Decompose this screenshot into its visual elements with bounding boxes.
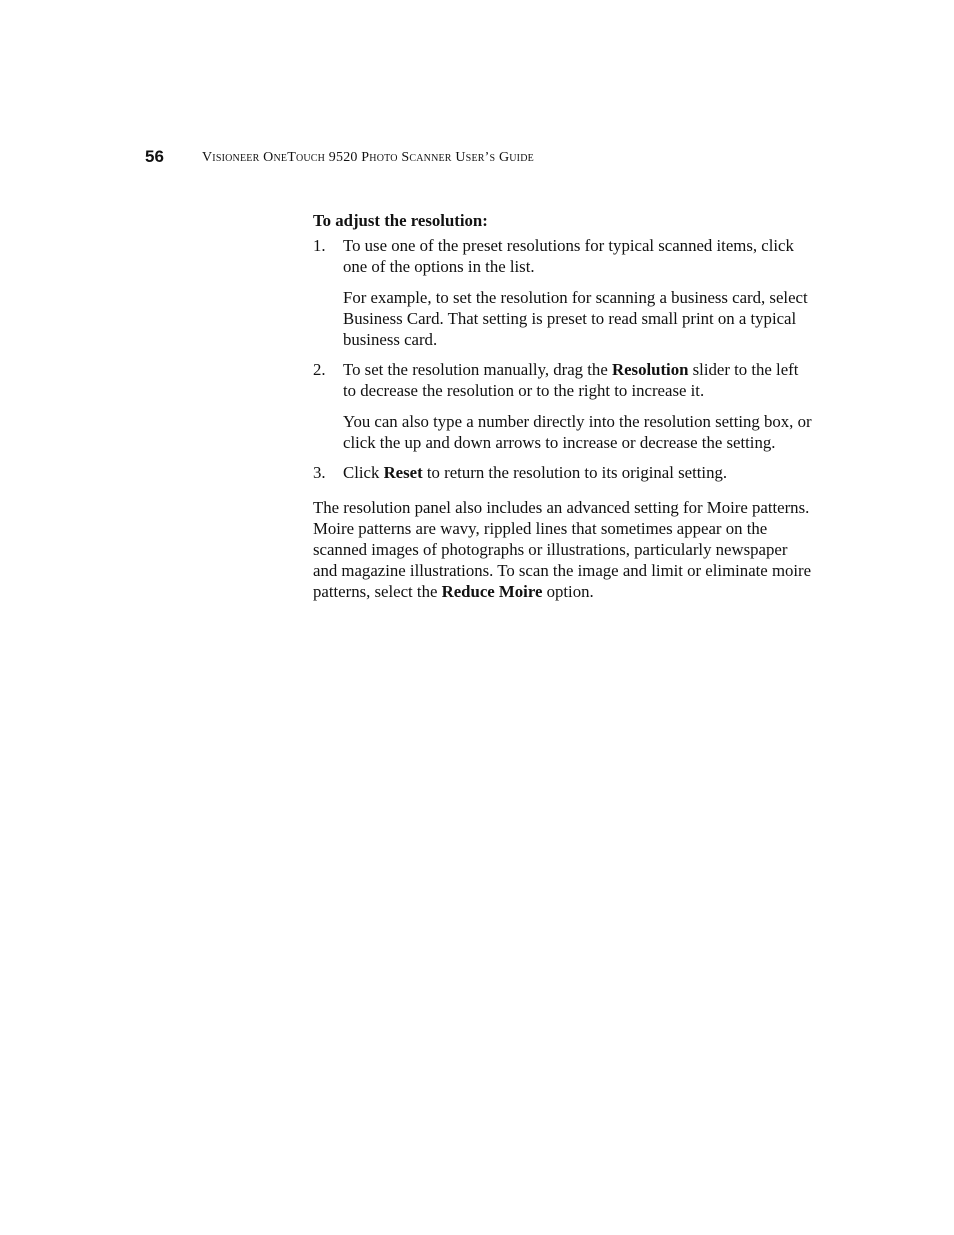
closing-text-before: The resolution panel also includes an advanced setting for Moire patterns. Moire patterns are wavy, rippled lines that sometimes appear on the scanned images of photographs or illustrations, particularly newspaper and magazine illustrations. To scan the image and limit or eliminate moire patterns, select the xyxy=(313,498,812,601)
step-1 xyxy=(313,235,813,350)
step-text-before: Click xyxy=(343,463,384,482)
step-text xyxy=(343,462,813,483)
step-text-after: slider to the left to decrease the resolution or to the right to increase it. xyxy=(343,360,799,400)
ui-term-resolution: Resolution xyxy=(611,360,689,379)
closing-text-after: option. xyxy=(542,582,594,601)
step-number: 1. xyxy=(313,236,326,255)
ui-term-reset: Reset xyxy=(383,463,423,482)
step-text-before: To set the resolution manually, drag the xyxy=(343,360,612,379)
ui-term-reduce-moire: Reduce Moire xyxy=(441,582,543,601)
step-3 xyxy=(313,462,813,483)
running-title: Visioneer OneTouch 9520 Photo Scanner User’s Guide xyxy=(202,150,534,165)
step-text: To use one of the preset resolutions for typical scanned items, click one of the options in the list. xyxy=(343,236,794,276)
step-follow-up: For example, to set the resolution for scanning a business card, select Business Card. That setting is preset to read small print on a typical business card. xyxy=(343,288,808,349)
step-number: 2. xyxy=(313,360,326,379)
page-number: 56 xyxy=(145,147,164,166)
main-content xyxy=(313,210,813,602)
procedure-heading: To adjust the resolution: xyxy=(313,211,488,230)
step-text-after: to return the resolution to its original setting. xyxy=(422,463,728,482)
step-number: 3. xyxy=(313,463,326,482)
closing-paragraph xyxy=(313,497,813,602)
step-text xyxy=(343,359,813,401)
step-follow-up: You can also type a number directly into the resolution setting box, or click the up and down arrows to increase or decrease the setting. xyxy=(343,412,812,452)
step-2 xyxy=(313,359,813,453)
page-header xyxy=(145,146,845,170)
